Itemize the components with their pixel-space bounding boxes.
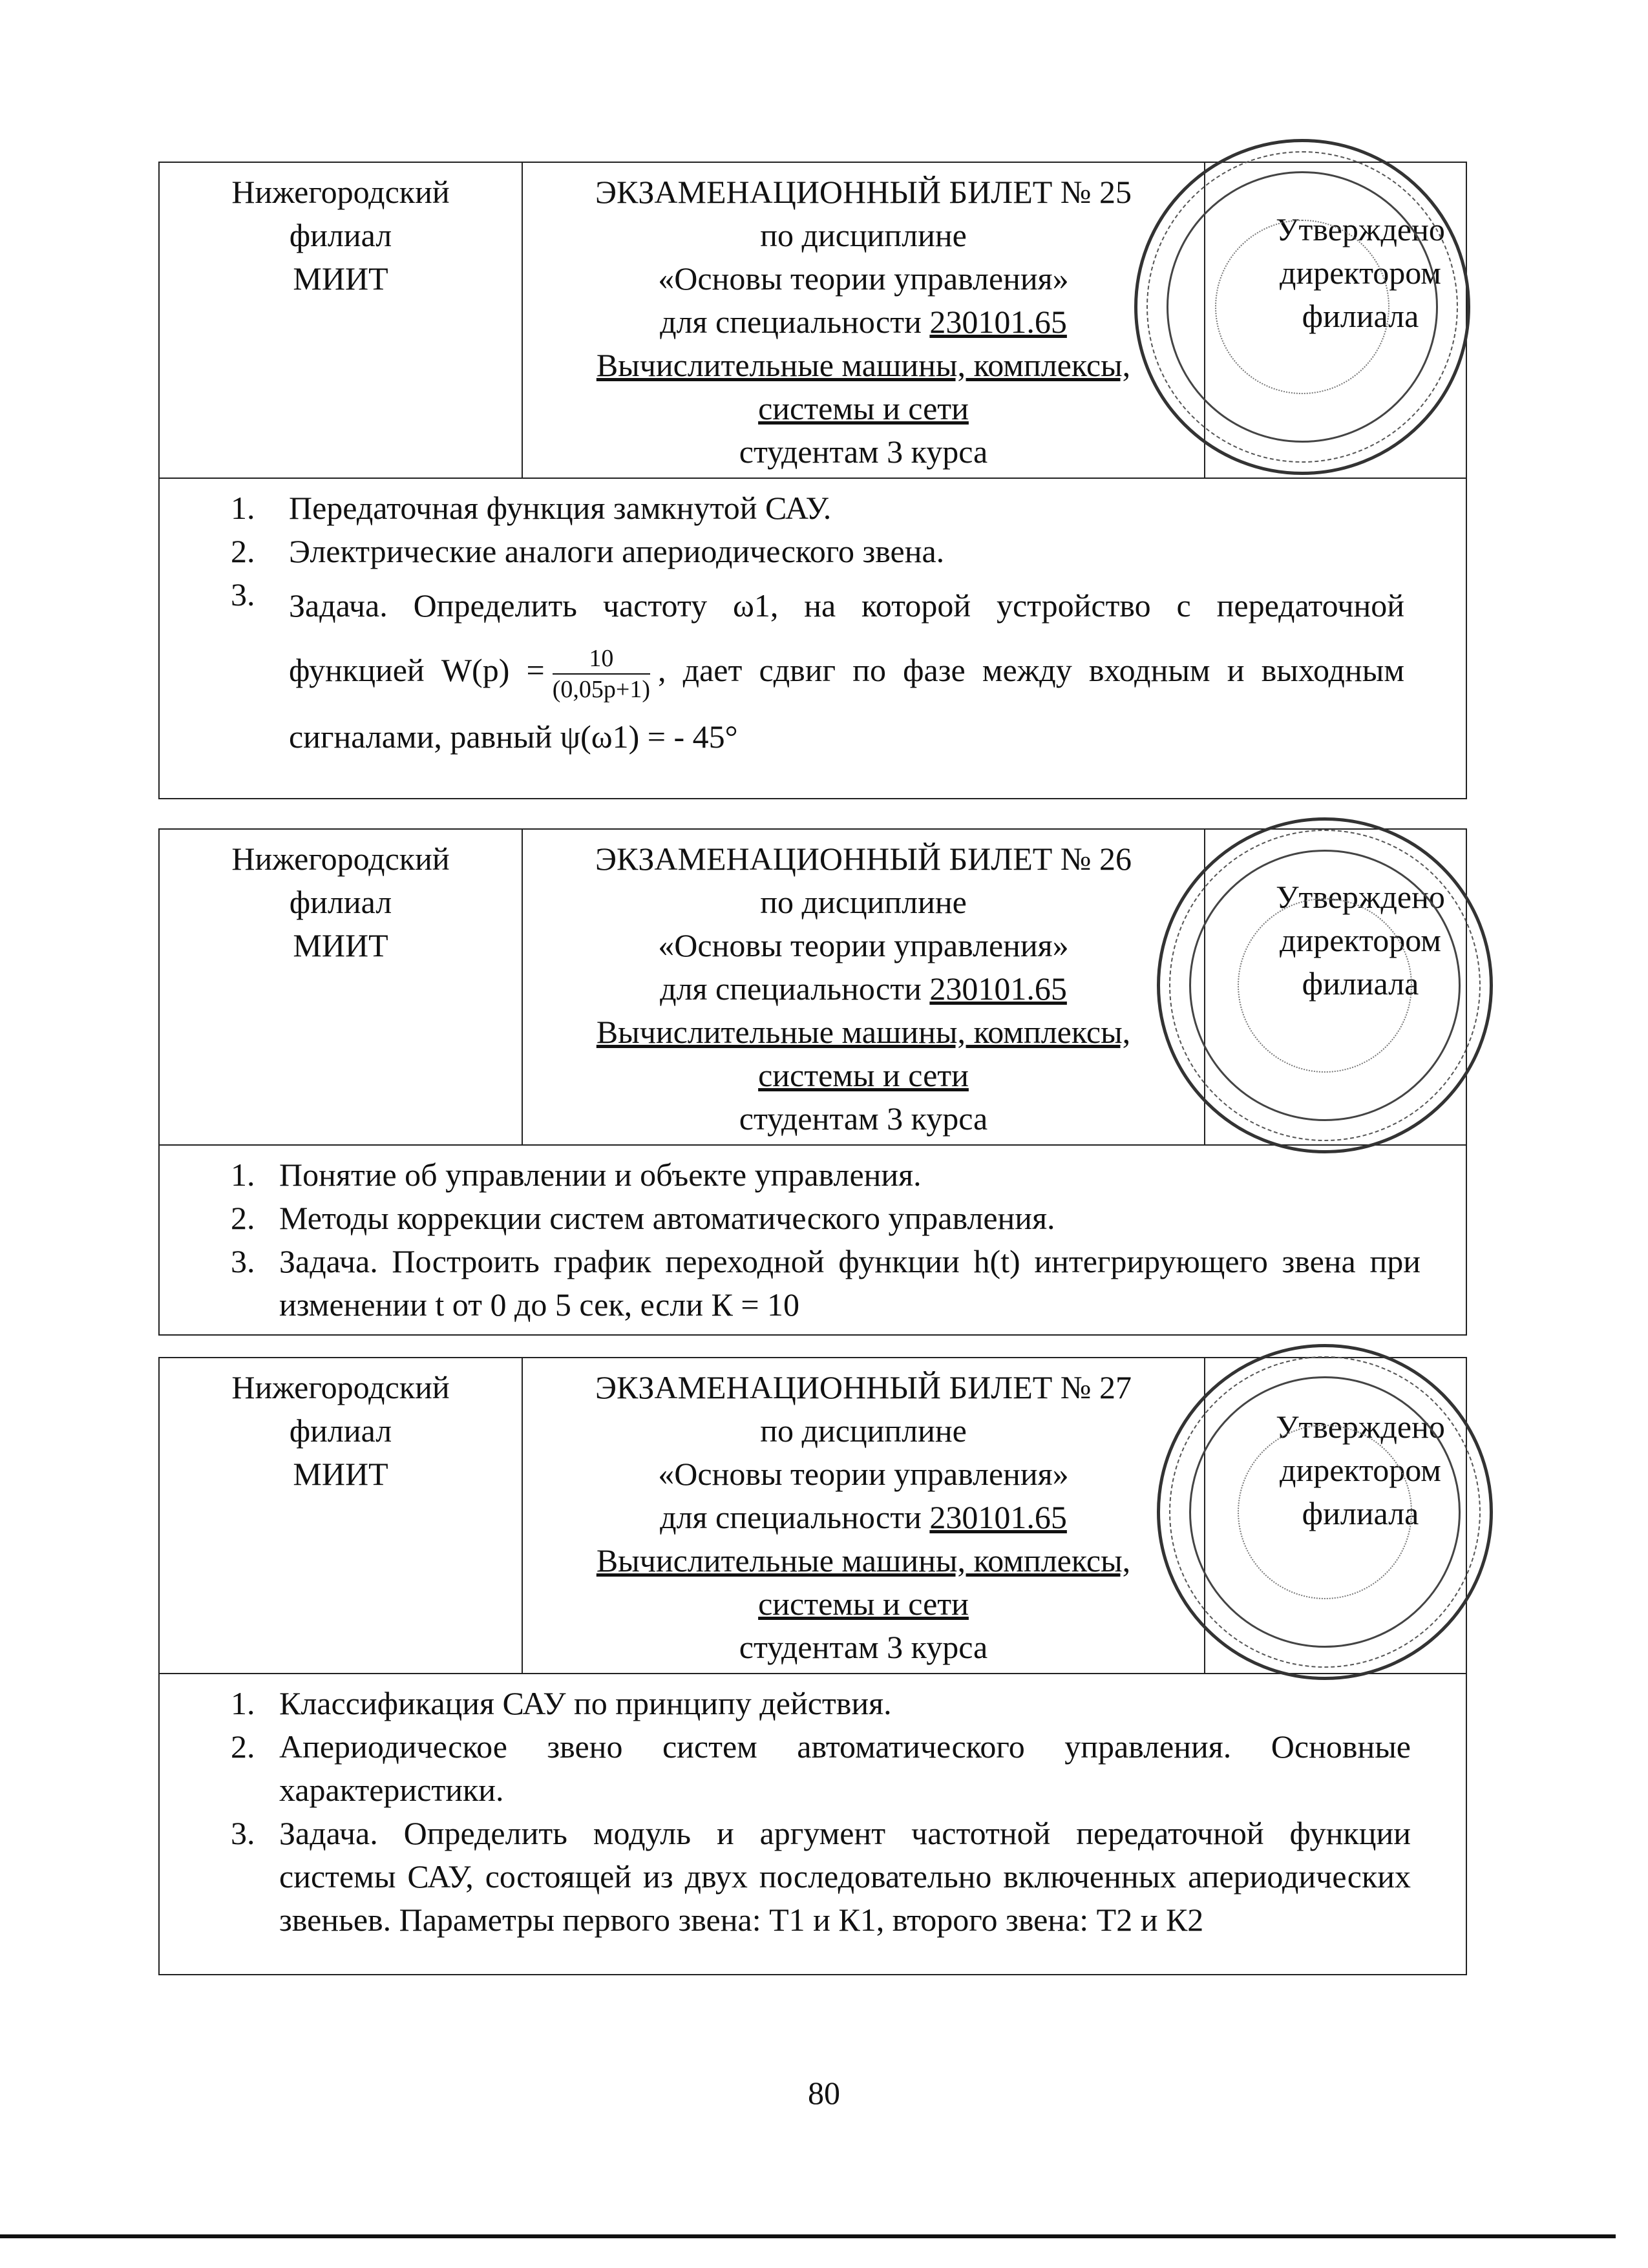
org-line: МИИТ <box>293 927 388 963</box>
question-number: 2. <box>231 533 255 569</box>
org-cell <box>159 162 522 478</box>
discipline-intro: по дисциплине <box>760 217 967 253</box>
discipline-name: «Основы теории управления» <box>658 927 1069 963</box>
question-text: Методы коррекции систем автоматического управления. <box>279 1200 1055 1236</box>
official-round-stamp <box>1157 817 1493 1153</box>
bottom-rule <box>0 2234 1616 2238</box>
specialty-name: Вычислительные машины, комплексы, <box>596 1542 1131 1579</box>
fraction-numerator: 10 <box>553 644 650 675</box>
question-number: 1. <box>231 490 255 526</box>
question-list <box>231 1153 1421 1327</box>
question-number: 1. <box>231 1157 255 1193</box>
discipline-name: «Основы теории управления» <box>658 260 1069 297</box>
specialty-name-cont: системы и сети <box>758 1057 969 1093</box>
question-list <box>231 487 1404 769</box>
org-line: Нижегородский <box>231 174 450 210</box>
question-item <box>231 1197 1421 1240</box>
approval-line: Утверждено <box>1276 879 1445 915</box>
org-cell <box>159 1358 522 1674</box>
question-item <box>231 573 1404 769</box>
students-line: студентам 3 курса <box>739 1100 988 1137</box>
approval-line: филиала <box>1302 965 1419 1002</box>
approval-line: Утверждено <box>1276 1409 1445 1445</box>
question-item <box>231 1240 1421 1327</box>
org-line: филиал <box>289 884 392 920</box>
specialty-name-cont: системы и сети <box>758 390 969 426</box>
question-item <box>231 1153 1421 1197</box>
org-line: МИИТ <box>293 260 388 297</box>
discipline-name: «Основы теории управления» <box>658 1456 1069 1492</box>
question-number: 2. <box>231 1728 255 1765</box>
questions-cell <box>159 478 1466 799</box>
specialty-name: Вычислительные машины, комплексы, <box>596 347 1131 383</box>
specialty-name-cont: системы и сети <box>758 1586 969 1622</box>
approval-line: директором <box>1280 922 1441 958</box>
ticket-title: ЭКЗАМЕНАЦИОННЫЙ БИЛЕТ № 25 <box>595 174 1132 210</box>
specialty-code: 230101.65 <box>929 1499 1067 1535</box>
specialty-prefix: для специальности <box>660 1499 930 1535</box>
approval-line: директором <box>1280 255 1441 291</box>
question-text: Задача. Построить график переходной функции h(t) интегрирующего звена при изменении t от 0 до 5 сек, если К = 10 <box>279 1243 1421 1323</box>
ticket-header-cell <box>522 1358 1205 1674</box>
question-number: 3. <box>231 1815 255 1851</box>
transfer-function-fraction <box>553 644 650 704</box>
org-cell <box>159 829 522 1145</box>
question-text: Задача. Определить частоту ω1, на которой устройство с передаточной функцией W(p) = <box>289 587 1404 688</box>
official-round-stamp <box>1134 139 1470 475</box>
specialty-line <box>523 300 1204 344</box>
question-item <box>231 1725 1411 1812</box>
org-line: Нижегородский <box>231 1369 450 1405</box>
approval-line: филиала <box>1302 1495 1419 1531</box>
question-number: 3. <box>231 1243 255 1279</box>
students-line: студентам 3 курса <box>739 1629 988 1665</box>
specialty-code: 230101.65 <box>929 304 1067 340</box>
ticket-title: ЭКЗАМЕНАЦИОННЫЙ БИЛЕТ № 27 <box>595 1369 1132 1405</box>
question-text: Апериодическое звено систем автоматического управления. Основные характеристики. <box>279 1728 1411 1808</box>
question-text: Задача. Определить модуль и аргумент частотной передаточной функции системы САУ, состоящей из двух последовательно включенных апериодических звеньев. Параметры первого звена: Т1 и К1, второго звена: Т2 и К2 <box>279 1815 1411 1938</box>
org-line: МИИТ <box>293 1456 388 1492</box>
official-round-stamp <box>1157 1344 1493 1680</box>
discipline-intro: по дисциплине <box>760 1412 967 1449</box>
question-list <box>231 1682 1411 1942</box>
students-line: студентам 3 курса <box>739 434 988 470</box>
questions-cell <box>159 1674 1466 1975</box>
question-text: Классификация САУ по принципу действия. <box>279 1685 892 1721</box>
question-item <box>231 1682 1411 1725</box>
approval-line: директором <box>1280 1452 1441 1488</box>
question-item <box>231 530 1404 573</box>
specialty-line <box>523 967 1204 1011</box>
fraction-denominator: (0,05p+1) <box>552 675 650 703</box>
org-line: филиал <box>289 1412 392 1449</box>
question-text: Передаточная функция замкнутой САУ. <box>289 490 832 526</box>
specialty-prefix: для специальности <box>660 304 930 340</box>
question-item <box>231 487 1404 530</box>
question-number: 2. <box>231 1200 255 1236</box>
discipline-intro: по дисциплине <box>760 884 967 920</box>
question-text-cont: , дает сдвиг по фазе между входным и выходным сигналами, равный ψ(ω1) = - 45° <box>289 652 1404 755</box>
org-line: филиал <box>289 217 392 253</box>
specialty-name: Вычислительные машины, комплексы, <box>596 1014 1131 1050</box>
question-item <box>231 1812 1411 1942</box>
question-number: 3. <box>231 576 255 613</box>
specialty-code: 230101.65 <box>929 971 1067 1007</box>
approval-line: Утверждено <box>1276 211 1445 247</box>
specialty-prefix: для специальности <box>660 971 930 1007</box>
ticket-title: ЭКЗАМЕНАЦИОННЫЙ БИЛЕТ № 26 <box>595 841 1132 877</box>
page-number: 80 <box>808 2075 840 2111</box>
questions-cell <box>159 1145 1466 1335</box>
approval-line: филиала <box>1302 298 1419 334</box>
specialty-line <box>523 1496 1204 1539</box>
ticket-header-cell <box>522 829 1205 1145</box>
question-text: Понятие об управлении и объекте управления. <box>279 1157 922 1193</box>
org-line: Нижегородский <box>231 841 450 877</box>
question-text: Электрические аналоги апериодического звена. <box>289 533 945 569</box>
ticket-header-cell <box>522 162 1205 478</box>
question-number: 1. <box>231 1685 255 1721</box>
